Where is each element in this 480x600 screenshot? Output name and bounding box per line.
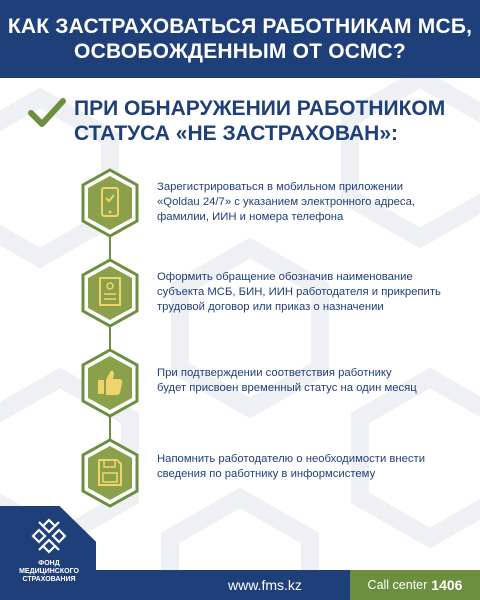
fund-logo: [14, 516, 84, 594]
checkmark-icon: [28, 98, 66, 128]
page-title-line1: КАК ЗАСТРАХОВАТЬСЯ РАБОТНИКАМ МСБ,: [7, 15, 473, 38]
step-line: трудовой договор или приказ о назначении: [157, 301, 384, 313]
step-line: Напомнить работодателю о необходимости внести: [157, 453, 426, 465]
step-line: Оформить обращение обозначив наименование: [157, 271, 413, 283]
subheader-line1: ПРИ ОБНАРУЖЕНИИ РАБОТНИКОМ: [74, 97, 446, 120]
website-link[interactable]: www.fms.kz: [228, 577, 302, 593]
page-title-line2: ОСВОБОЖДЕННЫМ ОТ ОСМС?: [74, 40, 406, 63]
subheader: [28, 96, 445, 146]
logo-line1: ФОНД: [38, 560, 60, 567]
step-text: [157, 270, 457, 315]
logo-line3: СТРАХОВАНИЯ: [22, 576, 76, 583]
document-icon: [80, 258, 140, 328]
call-center-badge: [350, 570, 480, 600]
save-floppy-icon: [80, 438, 140, 508]
logo-line2: МЕДИЦИНСКОГО: [19, 568, 79, 575]
step-item: [0, 438, 480, 518]
subheader-line2: СТАТУСА «НЕ ЗАСТРАХОВАН»:: [74, 122, 399, 145]
thumbs-up-icon: [80, 348, 140, 418]
step-item: [0, 168, 480, 248]
call-center-label: Call center: [367, 578, 428, 592]
fund-logo-emblem-icon: [29, 516, 69, 556]
step-text: [157, 366, 457, 396]
step-line: фамилии, ИИН и номера телефона: [157, 211, 344, 223]
call-center-number: 1406: [431, 577, 463, 593]
step-text: [157, 452, 457, 482]
step-line: При подтверждении соответствия работнику: [157, 367, 392, 379]
step-line: Зарегистрироваться в мобильном приложении: [157, 181, 404, 193]
step-line: субъекта МСБ, БИН, ИИН работодателя и прикрепить: [157, 286, 441, 298]
step-line: «Qoldau 24/7» с указанием электронного адреса,: [157, 196, 416, 208]
mobile-phone-icon: [80, 168, 140, 238]
step-text: [157, 180, 457, 225]
step-line: сведения по работнику в информсистему: [157, 468, 376, 480]
step-line: будет присвоен временный статус на один месяц: [157, 382, 417, 394]
header-banner: [0, 0, 480, 78]
step-item: [0, 348, 480, 428]
step-item: [0, 258, 480, 338]
